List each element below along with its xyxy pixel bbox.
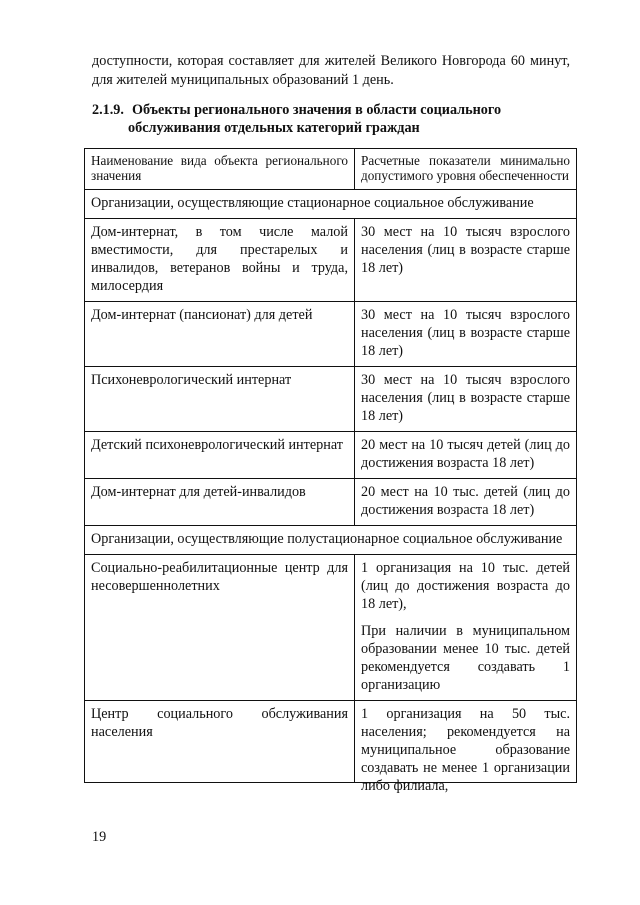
header-col-object-name: Наименование вида объекта регионального значения [85,149,355,190]
standards-table [84,148,577,794]
row-value: 20 мест на 10 тыс. детей (лиц до достижения возраста 18 лет) [355,479,577,526]
intro-paragraph: доступности, которая составляет для жителей Великого Новгорода 60 минут, для жителей муниципальных образований 1 день. [92,53,570,88]
table-row [85,302,577,367]
section-title-line2: обслуживания отдельных категорий граждан [128,120,420,136]
group-row-stationary [85,190,577,219]
group-label-stationary: Организации, осуществляющие стационарное социальное обслуживание [85,190,577,219]
row-value-text: 1 организация на 50 тыс. населения; рекомендуется на муниципальное образование создавать не менее 1 организации либо филиала, [361,706,570,794]
row-value [355,555,577,701]
row-value: 30 мест на 10 тысяч взрослого населения (лиц в возрасте старше 18 лет) [355,367,577,432]
header-col-indicators: Расчетные показатели минимально допустимого уровня обеспеченности [355,149,577,190]
table-row [85,219,577,302]
section-title-line1: Объекты регионального значения в области социального [132,102,502,118]
row-name: Психоневрологический интернат [85,367,355,432]
row-value: 20 мест на 10 тысяч детей (лиц до достижения возраста 18 лет) [355,432,577,479]
row-name: Социально-реабилитационные центр для несовершеннолетних [85,555,355,701]
row-name: Центр социального обслуживания населения [85,701,355,783]
table-row [85,555,577,701]
row-name: Дом-интернат для детей-инвалидов [85,479,355,526]
table-row [85,701,577,783]
row-value [355,701,577,794]
section-heading [92,101,570,137]
row-value: 30 мест на 10 тысяч взрослого населения (лиц в возрасте старше 18 лет) [355,219,577,302]
table-header-row [85,149,577,190]
row-name: Детский психоневрологический интернат [85,432,355,479]
row-name: Дом-интернат (пансионат) для детей [85,302,355,367]
section-number: 2.1.9. [92,102,124,118]
row-value-paragraph: При наличии в муниципальном образовании менее 10 тыс. детей рекомендуется создавать 1 организацию [361,623,570,693]
row-value: 30 мест на 10 тысяч взрослого населения (лиц в возрасте старше 18 лет) [355,302,577,367]
page-number: 19 [92,829,107,845]
table-row [85,367,577,432]
group-label-semistationary: Организации, осуществляющие полустационарное социальное обслуживание [85,526,577,555]
row-value-paragraph: 1 организация на 10 тыс. детей (лиц до достижения возраста до 18 лет), [361,560,570,612]
row-name: Дом-интернат, в том числе малой вместимости, для престарелых и инвалидов, ветеранов войны и труда, милосердия [85,219,355,302]
group-row-semistationary [85,526,577,555]
table-row [85,479,577,526]
table-row [85,432,577,479]
